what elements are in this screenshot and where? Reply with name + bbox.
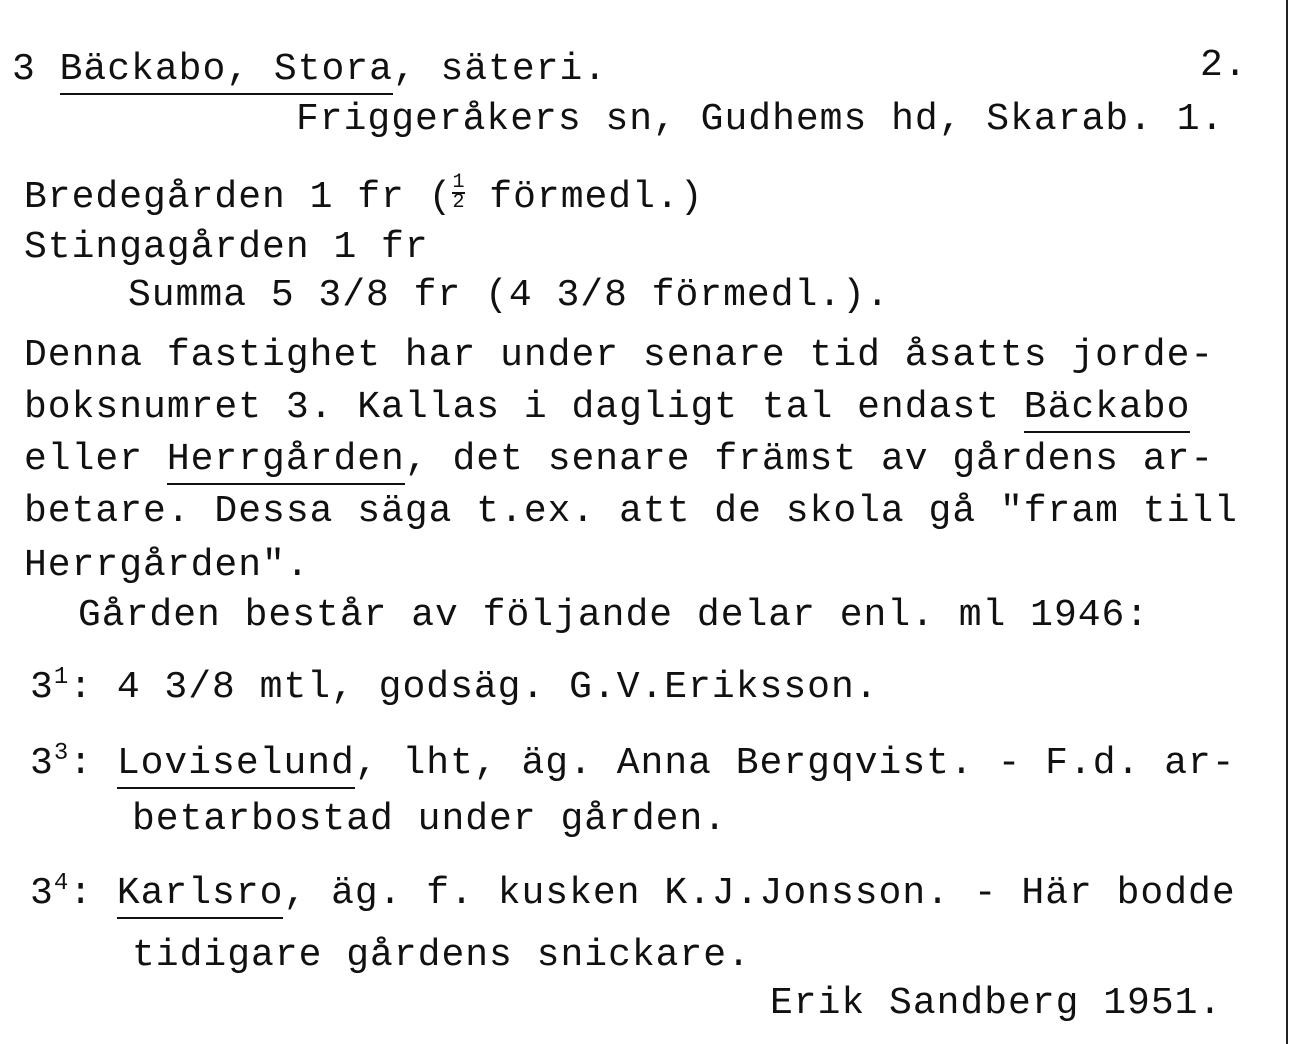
entry-3-3-continuation: betarbostad under gården.	[132, 798, 728, 841]
estate-type: , säteri.	[392, 48, 608, 91]
part-line-1: Bredegården 1 fr ( $\frac{1}{2}$ förmedl.)	[24, 170, 704, 219]
location-line: Friggeråkers sn, Gudhems hd, Skarab. 1.	[296, 98, 1225, 141]
entry-3-4: $3^4$: Karlsro, äg. f. kusken K.J.Jonsson. - Här bodde	[30, 872, 1236, 920]
card-number: 2.	[1200, 44, 1248, 87]
paragraph-line-1: Denna fastighet har under senare tid åsatts jorde-	[24, 334, 1215, 377]
summa-line: Summa 5 3/8 fr (4 3/8 förmedl.).	[128, 274, 890, 317]
signature: Erik Sandberg 1951.	[770, 982, 1223, 1025]
entry-3-4-continuation: tidigare gårdens snickare.	[132, 934, 751, 977]
entry-3-1: $3^1$: 4 3/8 mtl, godsäg. G.V.Eriksson.	[30, 664, 879, 709]
estate-name: Bäckabo, Stora	[60, 48, 393, 95]
header-line	[12, 48, 607, 92]
paragraph-line-2: boksnumret 3. Kallas i dagligt tal endast Bäckabo	[24, 386, 1190, 430]
part-line-2: Stingagården 1 fr	[24, 226, 429, 269]
paragraph-line-6: Gården består av följande delar enl. ml 1946:	[78, 594, 1150, 637]
underlined-herrgarden: Herrgården	[167, 438, 405, 485]
paragraph-line-3: eller Herrgården, det senare främst av gårdens ar-	[24, 438, 1214, 482]
entry-3-3: $3^3$: Loviselund, lht, äg. Anna Bergqvist. - F.d. ar-	[30, 742, 1236, 790]
entry-number: 3	[12, 48, 36, 91]
paragraph-line-5: Herrgården".	[24, 544, 310, 587]
paragraph-line-4: betare. Dessa säga t.ex. att de skola gå "fram till	[24, 490, 1238, 533]
underlined-backabo: Bäckabo	[1024, 386, 1191, 433]
underlined-loviselund: Loviselund	[117, 742, 355, 789]
underlined-karlsro: Karlsro	[117, 872, 284, 919]
fraction-half: $\frac{1}{2}$	[452, 170, 466, 214]
card-edge	[1286, 0, 1288, 1044]
